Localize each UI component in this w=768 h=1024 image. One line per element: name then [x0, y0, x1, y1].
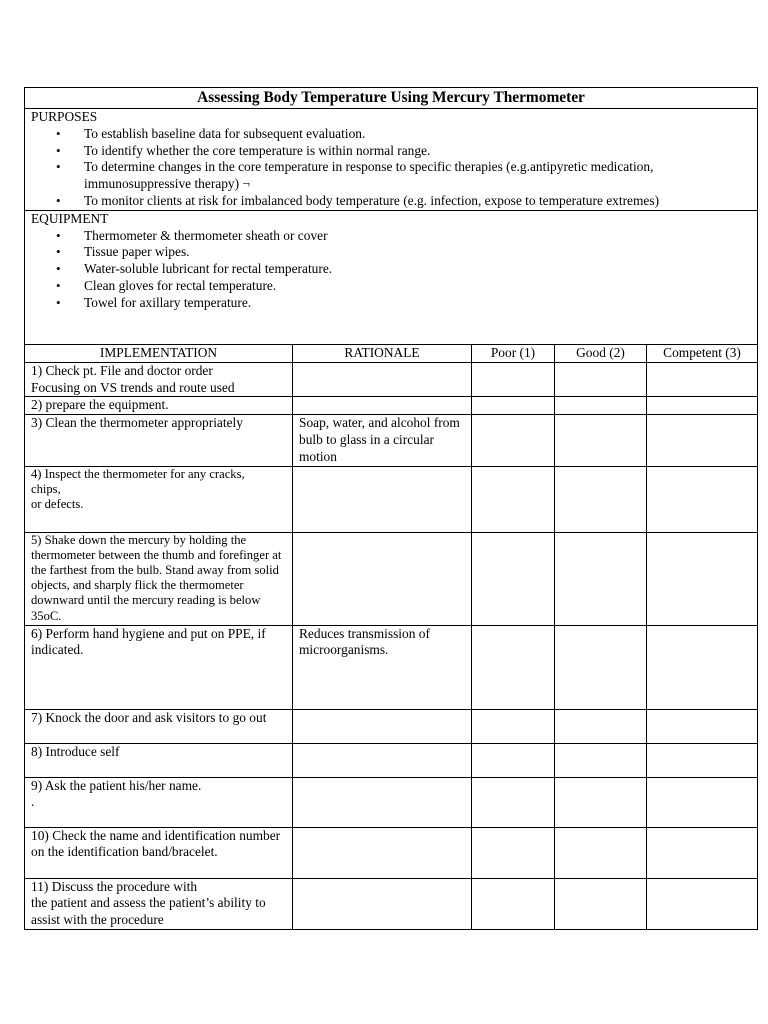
table-row [25, 532, 758, 625]
column-header-poor: Poor (1) [472, 344, 555, 362]
good-score-cell[interactable] [555, 827, 647, 878]
equipment-heading: EQUIPMENT [31, 210, 109, 226]
column-header-row [25, 344, 758, 362]
rationale-cell [293, 878, 472, 929]
poor-score-cell[interactable] [472, 743, 555, 777]
competent-score-cell[interactable] [647, 397, 758, 415]
good-score-cell[interactable] [555, 415, 647, 466]
purposes-section [25, 109, 758, 211]
column-header-good: Good (2) [555, 344, 647, 362]
good-score-cell[interactable] [555, 625, 647, 709]
poor-score-cell[interactable] [472, 466, 555, 532]
equipment-section [25, 210, 758, 344]
good-score-cell[interactable] [555, 362, 647, 397]
table-row [25, 362, 758, 397]
rationale-cell [293, 827, 472, 878]
poor-score-cell[interactable] [472, 397, 555, 415]
good-score-cell[interactable] [555, 878, 647, 929]
poor-score-cell[interactable] [472, 827, 555, 878]
good-score-cell[interactable] [555, 466, 647, 532]
rationale-cell [293, 743, 472, 777]
table-row [25, 827, 758, 878]
checklist-rows [25, 362, 758, 929]
equipment-item: • Tissue paper wipes. [84, 244, 757, 261]
rationale-cell: Soap, water, and alcohol from bulb to glass in a circular motion [293, 415, 472, 466]
table-row [25, 709, 758, 743]
good-score-cell[interactable] [555, 777, 647, 827]
table-row [25, 743, 758, 777]
rationale-cell [293, 709, 472, 743]
good-score-cell[interactable] [555, 532, 647, 625]
implementation-step: 10) Check the name and identification number on the identification band/bracelet. [25, 827, 293, 878]
implementation-step: 9) Ask the patient his/her name. . [25, 777, 293, 827]
document-title: Assessing Body Temperature Using Mercury Thermometer [25, 88, 758, 109]
purpose-item: • To establish baseline data for subsequent evaluation. [84, 126, 757, 143]
rationale-cell [293, 777, 472, 827]
purpose-item: • To determine changes in the core temperature in response to specific therapies (e.g.antipyretic medication, immunosuppressive therapy) ¬ [84, 159, 757, 193]
competent-score-cell[interactable] [647, 743, 758, 777]
purposes-heading: PURPOSES [31, 109, 98, 124]
equipment-item: • Water-soluble lubricant for rectal temperature. [84, 261, 757, 278]
document-page [24, 87, 757, 930]
competent-score-cell[interactable] [647, 709, 758, 743]
table-row [25, 466, 758, 532]
competent-score-cell[interactable] [647, 777, 758, 827]
purposes-list [31, 126, 757, 210]
competent-score-cell[interactable] [647, 415, 758, 466]
poor-score-cell[interactable] [472, 878, 555, 929]
competent-score-cell[interactable] [647, 827, 758, 878]
procedure-checklist-table [24, 87, 758, 930]
equipment-item: • Thermometer & thermometer sheath or cover [84, 228, 757, 245]
implementation-step: 1) Check pt. File and doctor order Focusing on VS trends and route used [25, 362, 293, 397]
poor-score-cell[interactable] [472, 532, 555, 625]
implementation-step: 5) Shake down the mercury by holding the thermometer between the thumb and forefinger at the farthest from the bulb. Stand away from solid objects, and sharply flick the thermometer downward until the mercury reading is below 35oC. [25, 532, 293, 625]
poor-score-cell[interactable] [472, 415, 555, 466]
competent-score-cell[interactable] [647, 532, 758, 625]
implementation-step: 3) Clean the thermometer appropriately [25, 415, 293, 466]
rationale-cell: Reduces transmission of microorganisms. [293, 625, 472, 709]
poor-score-cell[interactable] [472, 709, 555, 743]
competent-score-cell[interactable] [647, 625, 758, 709]
rationale-cell [293, 466, 472, 532]
table-row [25, 777, 758, 827]
equipment-item: • Clean gloves for rectal temperature. [84, 278, 757, 295]
table-row [25, 878, 758, 929]
purpose-item: • To monitor clients at risk for imbalanced body temperature (e.g. infection, expose to temperature extremes) [84, 193, 757, 210]
implementation-step: 6) Perform hand hygiene and put on PPE, if indicated. [25, 625, 293, 709]
good-score-cell[interactable] [555, 709, 647, 743]
column-header-rationale: RATIONALE [293, 344, 472, 362]
rationale-cell [293, 362, 472, 397]
implementation-step: 4) Inspect the thermometer for any cracks, chips, or defects. [25, 466, 293, 532]
column-header-implementation: IMPLEMENTATION [25, 344, 293, 362]
equipment-list [31, 228, 757, 312]
poor-score-cell[interactable] [472, 625, 555, 709]
column-header-competent: Competent (3) [647, 344, 758, 362]
implementation-step: 7) Knock the door and ask visitors to go out [25, 709, 293, 743]
competent-score-cell[interactable] [647, 466, 758, 532]
rationale-cell [293, 397, 472, 415]
purpose-item: • To identify whether the core temperature is within normal range. [84, 143, 757, 160]
implementation-step: 11) Discuss the procedure with the patient and assess the patient’s ability to assist with the procedure [25, 878, 293, 929]
competent-score-cell[interactable] [647, 362, 758, 397]
rationale-cell [293, 532, 472, 625]
competent-score-cell[interactable] [647, 878, 758, 929]
table-row [25, 397, 758, 415]
table-row [25, 625, 758, 709]
implementation-step: 2) prepare the equipment. [25, 397, 293, 415]
good-score-cell[interactable] [555, 397, 647, 415]
table-row [25, 415, 758, 466]
good-score-cell[interactable] [555, 743, 647, 777]
equipment-item: • Towel for axillary temperature. [84, 295, 757, 312]
implementation-step: 8) Introduce self [25, 743, 293, 777]
poor-score-cell[interactable] [472, 777, 555, 827]
poor-score-cell[interactable] [472, 362, 555, 397]
